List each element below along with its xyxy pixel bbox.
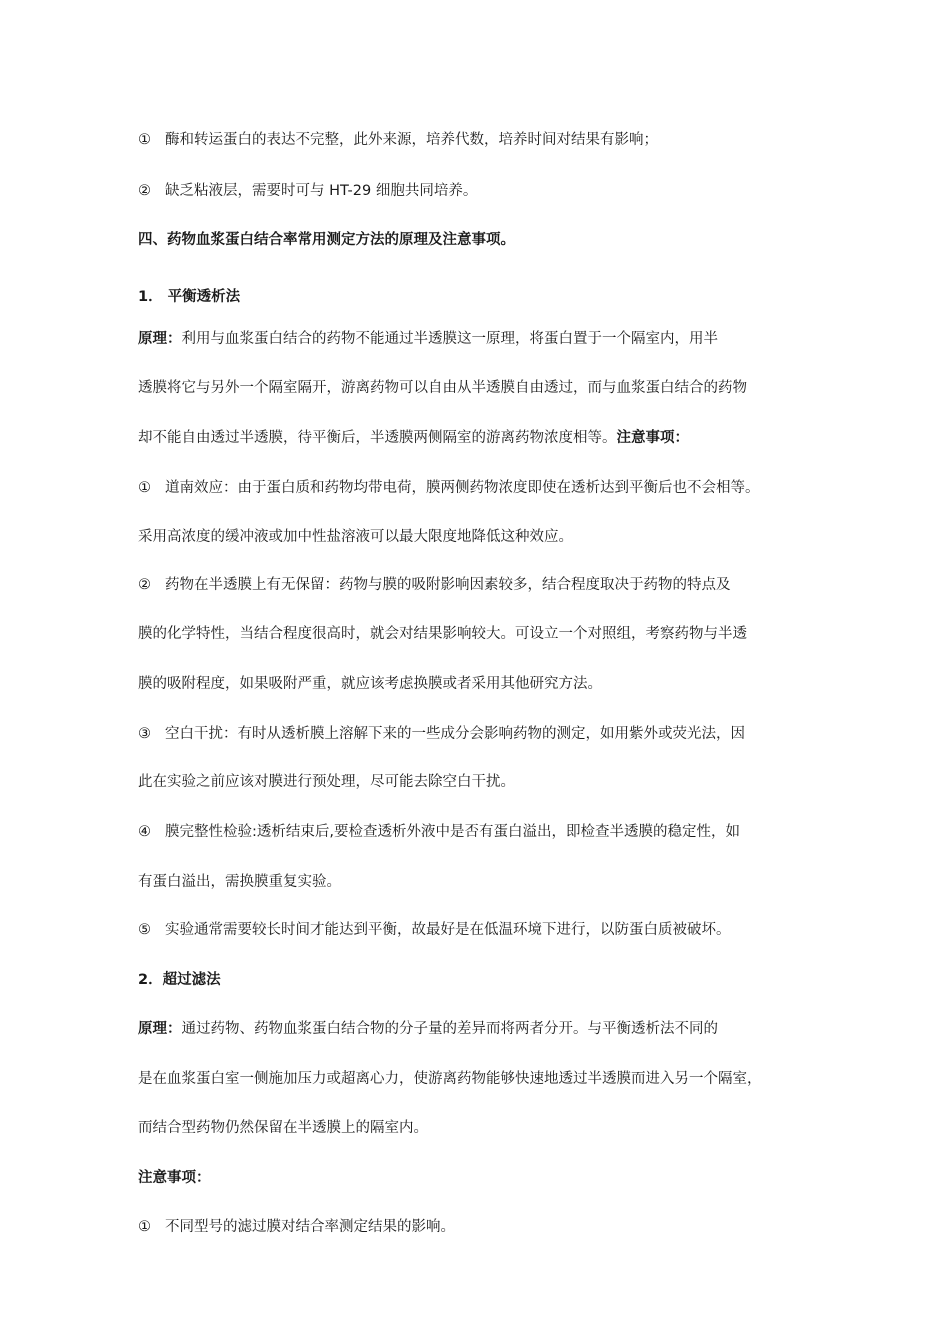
- paragraph-text: 空白干扰：有时从透析膜上溶解下来的一些成分会影响药物的测定，如用紫外或荧光法，因: [165, 726, 745, 742]
- paragraph-line: 膜的化学特性，当结合程度很高时，就会对结果影响较大。可设立一个对照组，考察药物与半透: [138, 626, 747, 642]
- paragraph-text: 利用与血浆蛋白结合的药物不能通过半透膜这一原理，将蛋白置于一个隔室内，用半: [181, 331, 718, 347]
- paragraph-line: 此在实验之前应该对膜进行预处理，尽可能去除空白干扰。: [138, 774, 515, 790]
- paragraph-text: 不同型号的滤过膜对结合率测定结果的影响。: [165, 1219, 455, 1235]
- paragraph-line: 采用高浓度的缓冲液或加中性盐溶液可以最大限度地降低这种效应。: [138, 529, 573, 545]
- list-item: [138, 130, 658, 150]
- list-item: [138, 478, 760, 498]
- list-marker: ③: [138, 726, 151, 742]
- list-item: [138, 575, 731, 595]
- list-marker: ①: [138, 1219, 151, 1235]
- principle-label: 原理：: [138, 1021, 182, 1037]
- list-item: [138, 920, 731, 940]
- subsection-heading: 2．超过滤法: [138, 972, 221, 988]
- list-marker: ④: [138, 824, 151, 840]
- list-marker: ②: [138, 577, 151, 593]
- paragraph-line: 有蛋白溢出，需换膜重复实验。: [138, 874, 341, 890]
- paragraph-text: 缺乏粘液层，需要时可与 HT-29 细胞共同培养。: [165, 183, 478, 199]
- subsection-heading: 1． 平衡透析法: [138, 289, 241, 305]
- list-item: [138, 822, 740, 842]
- paragraph-text: 药物在半透膜上有无保留：药物与膜的吸附影响因素较多，结合程度取决于药物的特点及: [165, 577, 731, 593]
- paragraph-line: 膜的吸附程度，如果吸附严重，就应该考虑换膜或者采用其他研究方法。: [138, 676, 602, 692]
- paragraph-line: [138, 428, 689, 448]
- list-marker: ②: [138, 183, 151, 199]
- section-heading: 四、药物血浆蛋白结合率常用测定方法的原理及注意事项。: [138, 232, 515, 248]
- list-item: [138, 181, 477, 201]
- paragraph-text: 道南效应：由于蛋白质和药物均带电荷，膜两侧药物浓度即使在透析达到平衡后也不会相等。: [165, 480, 760, 496]
- list-item: [138, 724, 745, 744]
- principle-label: 原理：: [138, 331, 182, 347]
- notes-heading: 注意事项：: [138, 1170, 211, 1186]
- paragraph-text: 酶和转运蛋白的表达不完整，此外来源，培养代数，培养时间对结果有影响；: [165, 132, 658, 148]
- paragraph-line: 透膜将它与另外一个隔室隔开，游离药物可以自由从半透膜自由透过，而与血浆蛋白结合的药物: [138, 380, 747, 396]
- paragraph-text: 膜完整性检验:透析结束后,要检查透析外液中是否有蛋白溢出，即检查半透膜的稳定性，如: [165, 824, 740, 840]
- list-marker: ①: [138, 480, 151, 496]
- paragraph-text: 通过药物、药物血浆蛋白结合物的分子量的差异而将两者分开。与平衡透析法不同的: [181, 1021, 718, 1037]
- paragraph-line: [138, 329, 718, 349]
- list-item: [138, 1217, 455, 1237]
- paragraph-text: 却不能自由透过半透膜，待平衡后，半透膜两侧隔室的游离药物浓度相等。: [138, 430, 617, 446]
- list-marker: ⑤: [138, 922, 151, 938]
- paragraph-text: 实验通常需要较长时间才能达到平衡，故最好是在低温环境下进行，以防蛋白质被破坏。: [165, 922, 731, 938]
- paragraph-line: 而结合型药物仍然保留在半透膜上的隔室内。: [138, 1120, 428, 1136]
- notes-label: 注意事项：: [616, 430, 689, 446]
- paragraph-line: 是在血浆蛋白室一侧施加压力或超离心力，使游离药物能够快速地透过半透膜而进入另一个隔室，: [138, 1071, 762, 1087]
- list-marker: ①: [138, 132, 151, 148]
- paragraph-line: [138, 1019, 718, 1039]
